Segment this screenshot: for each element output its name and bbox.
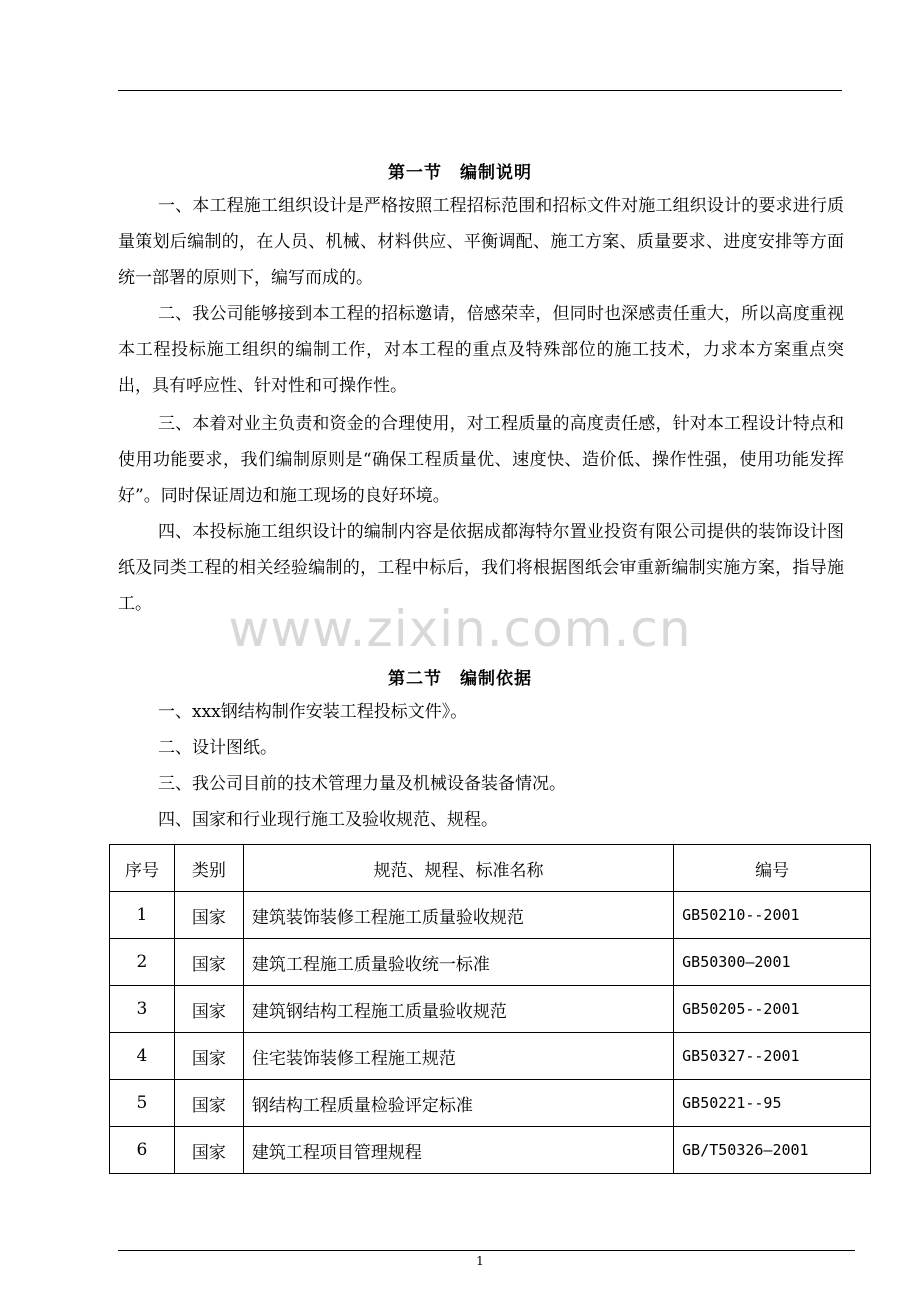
cell-name: 建筑工程项目管理规程 bbox=[243, 1127, 673, 1174]
table-row bbox=[110, 1080, 871, 1127]
cell-category: 国家 bbox=[174, 939, 243, 986]
cell-code: GB50205--2001 bbox=[674, 986, 871, 1033]
cell-code: GB/T50326—2001 bbox=[674, 1127, 871, 1174]
table-row bbox=[110, 1127, 871, 1174]
cell-name: 建筑装饰装修工程施工质量验收规范 bbox=[243, 892, 673, 939]
cell-category: 国家 bbox=[174, 892, 243, 939]
cell-seq: 6 bbox=[110, 1127, 175, 1174]
cell-code: GB50327--2001 bbox=[674, 1033, 871, 1080]
cell-code: GB50221--95 bbox=[674, 1080, 871, 1127]
paragraph-4: 四、本投标施工组织设计的编制内容是依据成都海特尔置业投资有限公司提供的装饰设计图纸及同类工程的相关经验编制的，工程中标后，我们将根据图纸会审重新编制实施方案，指导施工。 bbox=[118, 522, 844, 614]
table-row bbox=[110, 892, 871, 939]
header-seq: 序号 bbox=[110, 845, 175, 892]
header-category: 类别 bbox=[174, 845, 243, 892]
cell-code: GB50300—2001 bbox=[674, 939, 871, 986]
basis-item-4: 四、国家和行业现行施工及验收规范、规程。 bbox=[158, 810, 498, 830]
cell-seq: 5 bbox=[110, 1080, 175, 1127]
paragraph-2: 二、我公司能够接到本工程的招标邀请，倍感荣幸，但同时也深感责任重大，所以高度重视本工程投标施工组织的编制工作，对本工程的重点及特殊部位的施工技术，力求本方案重点突出，具有呼应性、针对性和可操作性。 bbox=[118, 304, 844, 396]
cell-code: GB50210--2001 bbox=[674, 892, 871, 939]
cell-name: 建筑工程施工质量验收统一标准 bbox=[243, 939, 673, 986]
section-heading-2: 第二节 编制依据 bbox=[388, 669, 532, 689]
header-code: 编号 bbox=[674, 845, 871, 892]
cell-seq: 1 bbox=[110, 892, 175, 939]
cell-category: 国家 bbox=[174, 1127, 243, 1174]
basis-item-2: 二、设计图纸。 bbox=[158, 738, 277, 758]
table-row bbox=[110, 939, 871, 986]
basis-item-1: 一、xxx钢结构制作安装工程投标文件》。 bbox=[158, 702, 468, 722]
table-row bbox=[110, 986, 871, 1033]
cell-name: 建筑钢结构工程施工质量验收规范 bbox=[243, 986, 673, 1033]
footer-rule bbox=[118, 1250, 855, 1251]
paragraph-1: 一、本工程施工组织设计是严格按照工程招标范围和招标文件对施工组织设计的要求进行质量策划后编制的，在人员、机械、材料供应、平衡调配、施工方案、质量要求、进度安排等方面统一部署的原则下，编写而成的。 bbox=[118, 196, 844, 288]
cell-seq: 3 bbox=[110, 986, 175, 1033]
cell-name: 钢结构工程质量检验评定标准 bbox=[243, 1080, 673, 1127]
cell-seq: 4 bbox=[110, 1033, 175, 1080]
table-header-row bbox=[110, 845, 871, 892]
page-number: 1 bbox=[476, 1254, 484, 1268]
cell-category: 国家 bbox=[174, 1080, 243, 1127]
table-row bbox=[110, 1033, 871, 1080]
standards-table bbox=[109, 844, 871, 1174]
cell-category: 国家 bbox=[174, 1033, 243, 1080]
cell-seq: 2 bbox=[110, 939, 175, 986]
cell-name: 住宅装饰装修工程施工规范 bbox=[243, 1033, 673, 1080]
header-name: 规范、规程、标准名称 bbox=[243, 845, 673, 892]
watermark: www.zixin.com.cn bbox=[228, 600, 692, 658]
section-heading-1: 第一节 编制说明 bbox=[388, 163, 532, 183]
cell-category: 国家 bbox=[174, 986, 243, 1033]
header-rule bbox=[118, 90, 842, 91]
basis-item-3: 三、我公司目前的技术管理力量及机械设备装备情况。 bbox=[158, 774, 566, 794]
paragraph-3: 三、本着对业主负责和资金的合理使用，对工程质量的高度责任感，针对本工程设计特点和使用功能要求，我们编制原则是“确保工程质量优、速度快、造价低、操作性强，使用功能发挥好”。同时保证周边和施工现场的良好环境。 bbox=[118, 414, 844, 506]
